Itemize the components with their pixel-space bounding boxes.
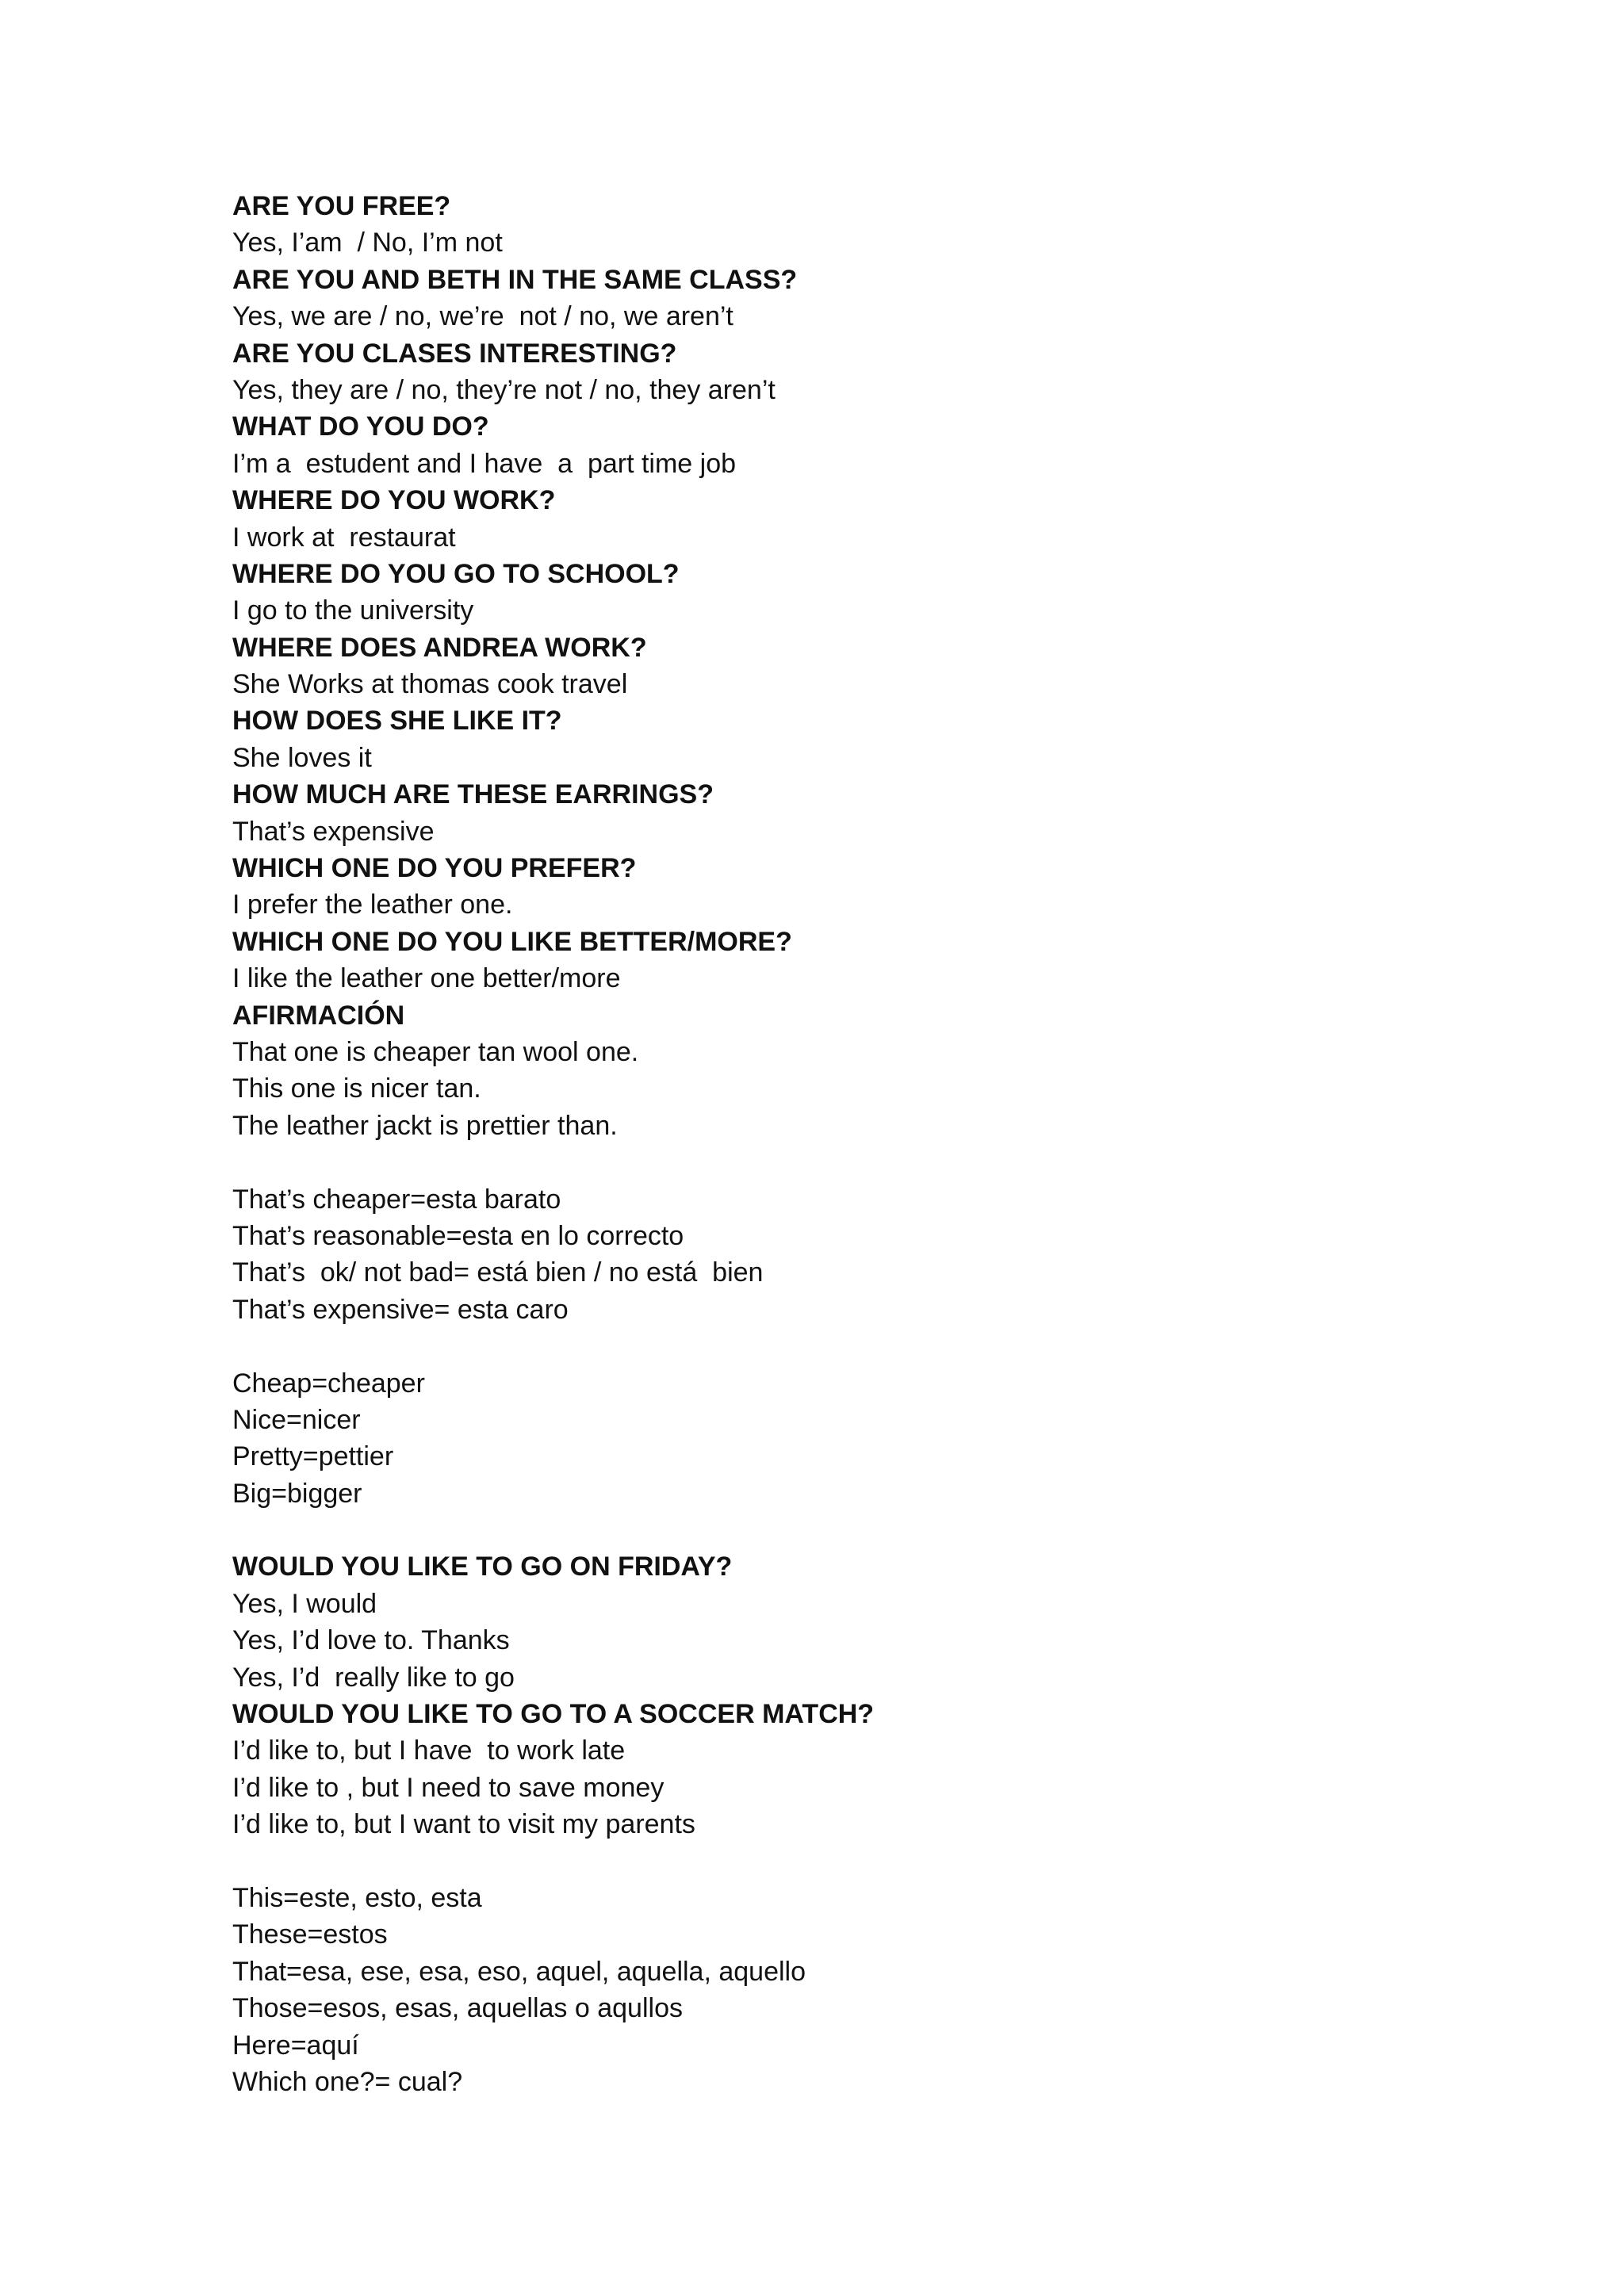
text-line: I like the leather one better/more [232, 963, 621, 994]
question-heading: WHICH ONE DO YOU PREFER? [232, 853, 637, 884]
question-heading: WHERE DOES ANDREA WORK? [232, 632, 647, 663]
text-line: Cheap=cheaper [232, 1368, 425, 1399]
text-line: Yes, they are / no, they’re not / no, they aren’t [232, 374, 776, 405]
text-line: I’m a estudent and I have a part time job [232, 448, 737, 479]
question-heading: WHERE DO YOU WORK? [232, 485, 556, 516]
question-heading: AFIRMACIÓN [232, 1000, 405, 1031]
question-heading: WHAT DO YOU DO? [232, 411, 489, 442]
blank-line [232, 1328, 1501, 1364]
text-line: That’s ok/ not bad= está bien / no está bien [232, 1257, 764, 1288]
text-line: Big=bigger [232, 1478, 362, 1509]
text-line: I work at restaurat [232, 522, 456, 553]
text-line: Those=esos, esas, aquellas o aqullos [232, 1993, 683, 2024]
text-line: Nice=nicer [232, 1404, 361, 1435]
text-line: Yes, I’d really like to go [232, 1662, 515, 1693]
text-line: That’s reasonable=esta en lo correcto [232, 1220, 684, 1251]
text-line: Yes, I’am / No, I’m not [232, 228, 503, 258]
text-line: Yes, I would [232, 1588, 377, 1619]
question-heading: WHERE DO YOU GO TO SCHOOL? [232, 558, 680, 589]
question-heading: WOULD YOU LIKE TO GO TO A SOCCER MATCH? [232, 1699, 875, 1730]
text-line: I’d like to, but I want to visit my parents [232, 1809, 695, 1840]
document-body [232, 188, 1501, 2100]
question-heading: HOW DOES SHE LIKE IT? [232, 706, 562, 737]
text-line: That’s expensive= esta caro [232, 1294, 569, 1325]
question-heading: WOULD YOU LIKE TO GO ON FRIDAY? [232, 1552, 733, 1582]
text-line: Which one?= cual? [232, 2066, 463, 2097]
text-line: I’d like to, but I have to work late [232, 1735, 626, 1766]
text-line: She loves it [232, 742, 372, 773]
text-line: Here=aquí [232, 2030, 359, 2061]
question-heading: ARE YOU FREE? [232, 191, 451, 221]
text-line: That’s cheaper=esta barato [232, 1184, 561, 1215]
text-line: This=este, esto, esta [232, 1882, 482, 1913]
text-line: I’d like to , but I need to save money [232, 1772, 665, 1803]
text-line: The leather jackt is prettier than. [232, 1110, 618, 1141]
blank-line [232, 1512, 1501, 1548]
question-heading: WHICH ONE DO YOU LIKE BETTER/MORE? [232, 926, 792, 957]
question-heading: HOW MUCH ARE THESE EARRINGS? [232, 779, 714, 810]
text-line: That’s expensive [232, 816, 435, 847]
text-line: I prefer the leather one. [232, 890, 513, 920]
text-line: I go to the university [232, 595, 474, 626]
question-heading: ARE YOU CLASES INTERESTING? [232, 338, 677, 369]
text-line: She Works at thomas cook travel [232, 669, 628, 700]
text-line: Pretty=pettier [232, 1441, 394, 1472]
question-heading: ARE YOU AND BETH IN THE SAME CLASS? [232, 264, 798, 295]
text-line: These=estos [232, 1919, 388, 1950]
text-line: Yes, we are / no, we’re not / no, we aren’t [232, 301, 733, 332]
text-line: This one is nicer tan. [232, 1073, 481, 1104]
text-line: That=esa, ese, esa, eso, aquel, aquella, aquello [232, 1956, 806, 1987]
text-line: That one is cheaper tan wool one. [232, 1036, 639, 1067]
text-line: Yes, I’d love to. Thanks [232, 1625, 510, 1656]
blank-line [232, 1144, 1501, 1181]
blank-line [232, 1843, 1501, 1880]
